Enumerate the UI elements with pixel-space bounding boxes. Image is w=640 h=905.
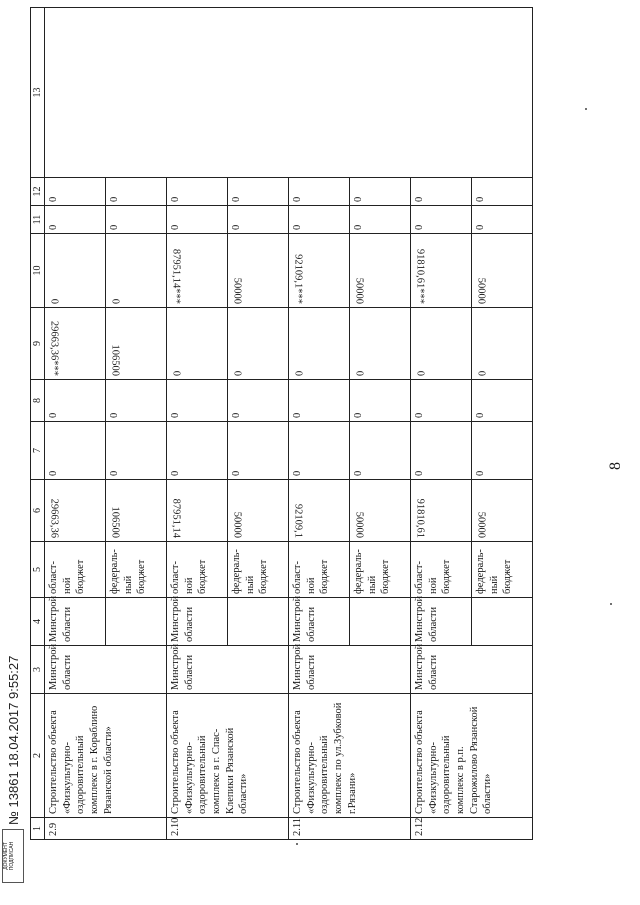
table-row — [45, 8, 106, 840]
rotated-value: 50000 — [231, 511, 243, 538]
total-amount — [228, 480, 289, 542]
year-value: 0 — [472, 380, 533, 422]
rotated-value: 0 — [109, 298, 121, 304]
year-value: 0 — [167, 422, 228, 480]
column-number: 8 — [31, 380, 45, 422]
object-name: Строительство объекта «Физкультурно-оздоровительный комплекс в р.п. Старожилово Рязанской области» — [411, 694, 533, 818]
rotated-value: 50000 — [231, 277, 243, 304]
total-amount — [472, 480, 533, 542]
year-value: 0 — [289, 206, 350, 234]
rotated-value: 29663,36 — [48, 498, 60, 538]
year-value: 0 — [45, 380, 106, 422]
year-value: 0 — [106, 206, 167, 234]
year-value: 0 — [289, 380, 350, 422]
funding-source: федераль-ный бюджет — [228, 542, 289, 598]
year-value: 0 — [45, 178, 106, 206]
customer: Минстрой области — [45, 598, 106, 646]
year-value: 0 — [411, 380, 472, 422]
rotated-value: 50000 — [353, 511, 365, 538]
year-value: 0 — [106, 422, 167, 480]
year-value: 0 — [228, 178, 289, 206]
year-value: 0 — [350, 422, 411, 480]
total-amount — [289, 480, 350, 542]
budget-table — [30, 7, 533, 840]
rotated-value: 91810,61*** — [414, 248, 426, 304]
year-value: 0 — [472, 206, 533, 234]
row-number: 2.12 — [411, 818, 533, 840]
row-number: 2.11 — [289, 818, 411, 840]
column-number: 2 — [31, 694, 45, 818]
rotated-value: 0 — [231, 370, 243, 376]
total-amount — [350, 480, 411, 542]
rotated-value: 50000 — [475, 511, 487, 538]
year-value: 0 — [167, 178, 228, 206]
year-value — [411, 234, 472, 308]
customer: Минстрой области — [289, 598, 350, 646]
object-name: Строительство объекта «Физкультурно-оздоровительный комплекс по ул.Зубковой г.Рязани» — [289, 694, 411, 818]
row-number: 2.10 — [167, 818, 289, 840]
year-value — [45, 234, 106, 308]
year-value: 0 — [45, 422, 106, 480]
year-value: 0 — [106, 380, 167, 422]
year-value: 0 — [45, 206, 106, 234]
column-number: 12 — [31, 178, 45, 206]
funding-source: област-ной бюджет — [167, 542, 228, 598]
year-value — [228, 234, 289, 308]
total-amount — [167, 480, 228, 542]
year-value: 0 — [289, 178, 350, 206]
page-number: 8 — [607, 462, 624, 470]
rotated-value: 29663,36*** — [48, 320, 60, 376]
rotated-value: 0 — [353, 370, 365, 376]
year-value: 0 — [228, 380, 289, 422]
registration-number: № 13861 18.04.2017 9:55:27 — [6, 655, 21, 825]
year-value: 0 — [411, 422, 472, 480]
funding-source: федераль-ный бюджет — [350, 542, 411, 598]
rotated-value: 0 — [48, 298, 60, 304]
customer — [228, 598, 289, 646]
rotated-value: 0 — [475, 370, 487, 376]
rotated-value: 92109,1*** — [292, 254, 304, 304]
executor: Минстрой области — [411, 646, 533, 694]
column-number: 3 — [31, 646, 45, 694]
customer — [472, 598, 533, 646]
rotated-value: 87951,14*** — [170, 248, 182, 304]
year-value — [106, 308, 167, 380]
rotated-value: 106500 — [109, 506, 121, 538]
customer: Минстрой области — [167, 598, 228, 646]
year-value: 0 — [472, 422, 533, 480]
registration-stamp — [0, 583, 30, 883]
rotated-value: 106500 — [109, 344, 121, 376]
total-amount — [411, 480, 472, 542]
object-name: Строительство объекта «Физкультурно-оздоровительный комплекс в г. Спас-Клепики Рязанской области» — [167, 694, 289, 818]
column-number: 7 — [31, 422, 45, 480]
year-value: 0 — [411, 206, 472, 234]
year-value — [350, 308, 411, 380]
year-value — [106, 234, 167, 308]
rotated-value: 50000 — [475, 277, 487, 304]
scan-speck — [296, 843, 298, 845]
rotated-value: 91810,61 — [414, 498, 426, 538]
executor: Минстрой области — [45, 646, 167, 694]
funding-source: област-ной бюджет — [45, 542, 106, 598]
total-amount — [45, 480, 106, 542]
column-number: 4 — [31, 598, 45, 646]
year-value — [472, 308, 533, 380]
year-value: 0 — [106, 178, 167, 206]
customer: Минстрой области — [411, 598, 472, 646]
column-number: 6 — [31, 480, 45, 542]
year-value: 0 — [472, 178, 533, 206]
year-value: 0 — [228, 422, 289, 480]
row-number: 2.9 — [45, 818, 167, 840]
column-number: 1 — [31, 818, 45, 840]
year-value — [167, 308, 228, 380]
year-value — [350, 234, 411, 308]
column-number-row — [31, 8, 45, 840]
funding-source: федераль-ный бюджет — [472, 542, 533, 598]
total-amount — [106, 480, 167, 542]
rotated-value: 50000 — [353, 277, 365, 304]
column-number: 9 — [31, 308, 45, 380]
funding-source: федераль-ный бюджет — [106, 542, 167, 598]
year-value: 0 — [167, 380, 228, 422]
customer — [350, 598, 411, 646]
year-value — [411, 308, 472, 380]
funding-source: област-ной бюджет — [411, 542, 472, 598]
signature-stamp-logo: ДОКУМЕНТ ПОДПИСАН — [2, 829, 24, 883]
year-value: 0 — [411, 178, 472, 206]
year-value: 0 — [350, 380, 411, 422]
executor: Минстрой области — [289, 646, 411, 694]
year-value — [289, 234, 350, 308]
customer — [106, 598, 167, 646]
executor: Минстрой области — [167, 646, 289, 694]
year-value — [289, 308, 350, 380]
rotated-value: 92109,1 — [292, 503, 304, 538]
column-number: 5 — [31, 542, 45, 598]
year-value: 0 — [228, 206, 289, 234]
column-number: 11 — [31, 206, 45, 234]
rotated-value: 0 — [170, 370, 182, 376]
column-13-cell — [45, 8, 533, 178]
rotated-value: 0 — [414, 370, 426, 376]
scan-speck — [610, 603, 612, 605]
year-value: 0 — [289, 422, 350, 480]
year-value — [45, 308, 106, 380]
year-value — [472, 234, 533, 308]
rotated-value: 87951,14 — [170, 498, 182, 538]
scan-speck — [585, 108, 587, 110]
year-value: 0 — [350, 178, 411, 206]
year-value — [228, 308, 289, 380]
year-value: 0 — [350, 206, 411, 234]
year-value: 0 — [167, 206, 228, 234]
funding-source: област-ной бюджет — [289, 542, 350, 598]
column-number: 10 — [31, 234, 45, 308]
column-number: 13 — [31, 8, 45, 178]
object-name: Строительство объекта «Физкультурно-оздоровительный комплекс в г. Кораблино Рязанской области» — [45, 694, 167, 818]
rotated-value: 0 — [292, 370, 304, 376]
year-value — [167, 234, 228, 308]
